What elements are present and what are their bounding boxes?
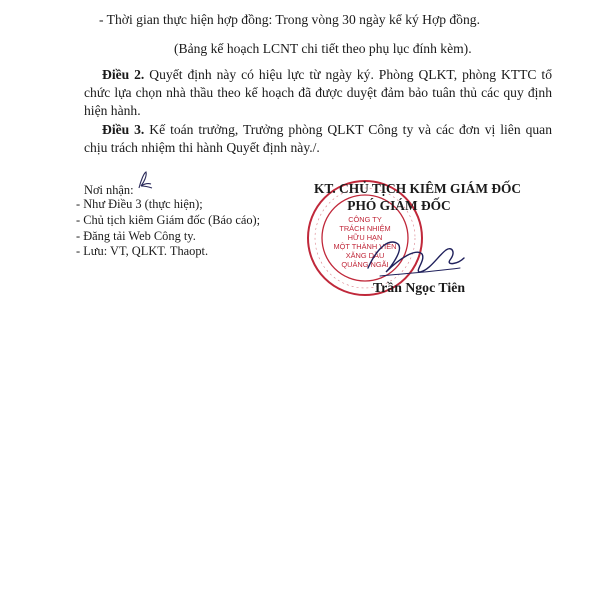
seal-line: QUẢNG NGÃI bbox=[341, 260, 389, 269]
seal-line: XĂNG DẦU bbox=[345, 251, 385, 260]
article-2-text: Quyết định này có hiệu lực từ ngày ký. Phòng QLKT, phòng KTTC tổ chức lựa chọn nhà thầu theo kế hoạch đã được duyệt đảm bảo tuân thủ các quy định hiện hành. bbox=[84, 67, 553, 118]
article-3-text: Kế toán trưởng, Trưởng phòng QLKT Công ty và các đơn vị liên quan chịu trách nhiệm thi hành Quyết định này./. bbox=[84, 122, 552, 155]
seal-line: MỘT THÀNH VIÊN bbox=[333, 242, 397, 251]
seal-line: TRÁCH NHIỆM bbox=[339, 224, 391, 233]
article-2-label: Điều 2. bbox=[102, 67, 145, 82]
article-3-paragraph bbox=[84, 121, 552, 157]
initial-mark bbox=[135, 170, 155, 192]
plan-note-line: (Bảng kế hoạch LCNT chi tiết theo phụ lục đính kèm). bbox=[174, 41, 472, 56]
recipient-item: - Chủ tịch kiêm Giám đốc (Báo cáo); bbox=[76, 213, 261, 227]
seal-line: CÔNG TY bbox=[348, 215, 382, 224]
signature-title: KT. CHỦ TỊCH KIÊM GIÁM ĐỐC bbox=[314, 181, 522, 196]
recipient-item: - Như Điều 3 (thực hiện); bbox=[76, 197, 203, 211]
recipients-heading: Nơi nhận: bbox=[84, 183, 134, 197]
article-2-paragraph bbox=[84, 66, 552, 120]
recipient-item: - Lưu: VT, QLKT. Thaopt. bbox=[76, 244, 209, 258]
handwritten-signature bbox=[360, 228, 470, 284]
recipient-item: - Đăng tải Web Công ty. bbox=[76, 229, 196, 243]
signer-name: Trần Ngọc Tiên bbox=[373, 280, 465, 295]
signature-subtitle: PHÓ GIÁM ĐỐC bbox=[347, 198, 451, 213]
contract-time-line: - Thời gian thực hiện hợp đồng: Trong vòng 30 ngày kể ký Hợp đồng. bbox=[99, 12, 480, 27]
article-3-label: Điều 3. bbox=[102, 122, 145, 137]
seal-line: HỮU HẠN bbox=[347, 233, 383, 242]
